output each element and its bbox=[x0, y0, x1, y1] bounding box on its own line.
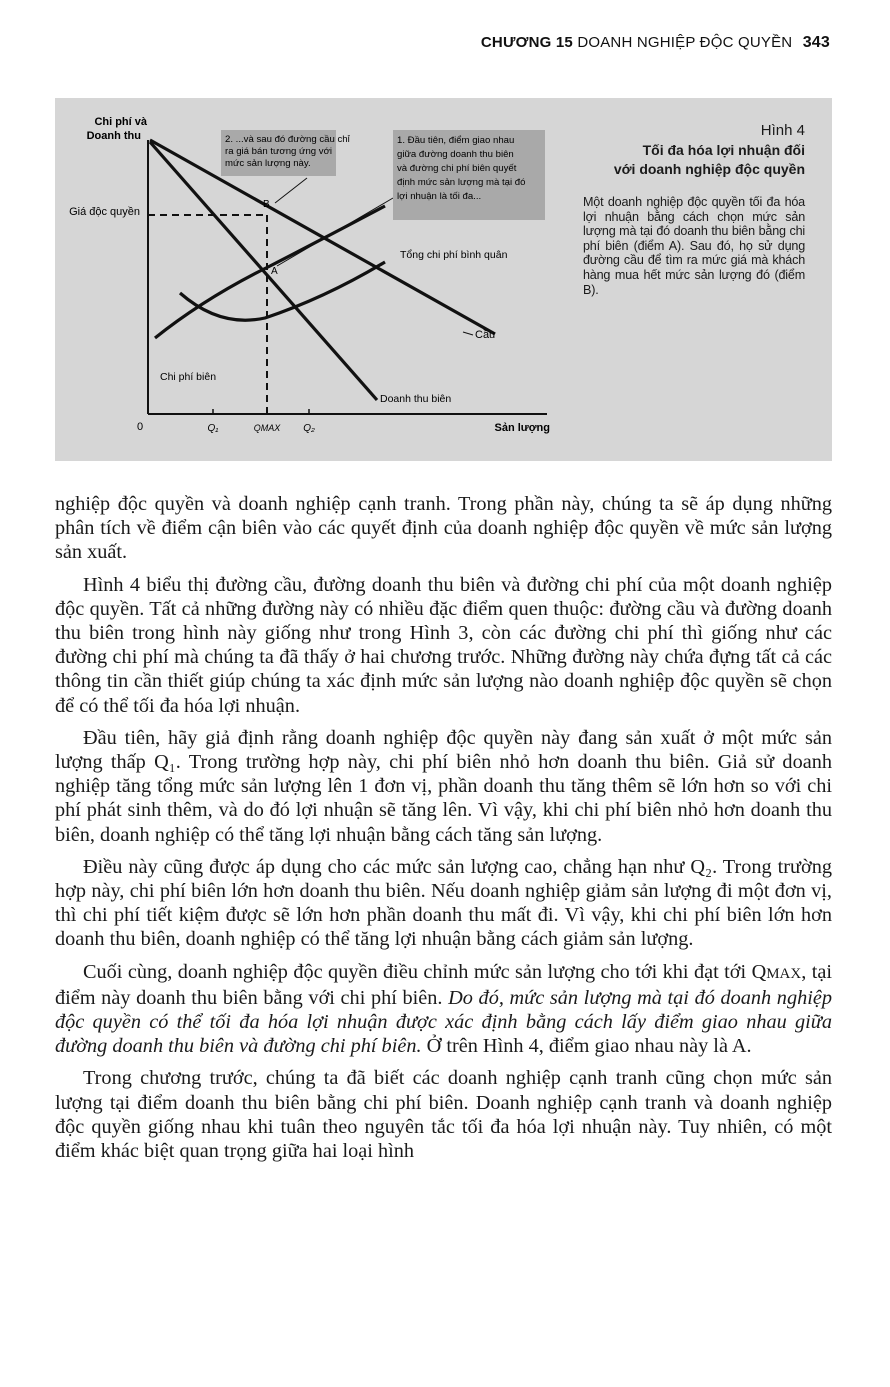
price-label: Giá độc quyền bbox=[69, 206, 140, 218]
paragraph-5 bbox=[55, 960, 832, 1059]
figure-caption: Một doanh nghiệp độc quyền tối đa hóa lợi nhuận bằng cách chọn mức sản lượng mà tại đó doanh thu biên bằng chi phí biên (điểm A). Sau đó, họ sử dụng đường cầu để tìm ra mức giá mà khách hàng mua hết mức sản lượng đó (điểm B). bbox=[583, 195, 805, 297]
mr-label: Doanh thu biên bbox=[380, 393, 452, 405]
paragraph-4: Điều này cũng được áp dụng cho các mức sản lượng cao, chẳng hạn như Q₂. Trong trường hợp này, chi phí biên lớn hơn doanh thu biên. Nếu doanh nghiệp giảm sản lượng đi một đơn vị, thì chi phí tiết kiệm được sẽ lớn hơn phần doanh thu mất đi. Vì vậy, khi chi phí biên lớn hơn doanh thu biên, doanh nghiệp có thể tăng lợi nhuận bằng cách giảm sản lượng. bbox=[55, 855, 832, 951]
paragraph-5-subscript: MAX bbox=[766, 965, 802, 982]
figure-4 bbox=[55, 98, 832, 461]
callout-1-line2: giữa đường doanh thu biên bbox=[397, 149, 514, 160]
callout-2-line1: 2. ...và sau đó đường cầu chỉ bbox=[225, 134, 350, 145]
figure-number: Hình 4 bbox=[760, 122, 805, 139]
paragraph-5-after: Ở trên Hình 4, điểm giao nhau này là A. bbox=[421, 1035, 752, 1058]
y-axis-label-line2: Doanh thu bbox=[86, 130, 141, 142]
callout-1-line3: và đường chi phí biên quyết bbox=[397, 163, 517, 174]
callout-2-line2: ra giá bán tương ứng với bbox=[225, 146, 333, 157]
x-axis-label: Sản lượng bbox=[494, 422, 550, 434]
paragraph-2: Hình 4 biểu thị đường cầu, đường doanh thu biên và đường chi phí của một doanh nghiệp độc quyền. Tất cả những đường này có nhiều đặc điểm quen thuộc: đường cầu và đường doanh thu biên trong hình này giống như trong Hình 3, còn các đường chi phí thì giống như các đường chi phí mà chúng ta đã thấy ở hai chương trước. Những đường này chứa đựng tất cả các thông tin cần thiết giúp chúng ta xác định mức sản lượng nào doanh nghiệp độc quyền sẽ chọn để có thể tối đa hóa lợi nhuận. bbox=[55, 573, 832, 717]
page-number: 343 bbox=[802, 34, 830, 51]
callout-1-pointer bbox=[277, 198, 393, 266]
demand-label-pointer bbox=[463, 332, 473, 335]
callout-1-line4: định mức sản lượng mà tại đó bbox=[397, 177, 526, 188]
atc-label: Tổng chi phí bình quân bbox=[400, 249, 508, 261]
chapter-label: CHƯƠNG 15 bbox=[480, 34, 573, 51]
y-axis-label-line1: Chi phí và bbox=[94, 116, 147, 128]
point-label-b: B bbox=[263, 199, 270, 210]
marginal-cost-curve bbox=[155, 206, 385, 338]
running-header bbox=[481, 34, 830, 52]
callout-2-line3: mức sản lượng này. bbox=[225, 158, 311, 169]
tick-label-q1: Q₁ bbox=[207, 423, 219, 434]
chapter-title: DOANH NGHIỆP ĐỘC QUYỀN bbox=[577, 34, 793, 51]
paragraph-5-italic: Do đó, mức sản lượng mà tại đó doanh nghiệp độc quyền có thể tối đa hóa lợi nhuận được xác định bằng cách lấy điểm giao nhau giữa đường doanh thu biên và đường chi phí biên. bbox=[55, 986, 833, 1058]
mc-label: Chi phí biên bbox=[160, 371, 217, 383]
paragraph-1: nghiệp độc quyền và doanh nghiệp cạnh tranh. Trong phần này, chúng ta sẽ áp dụng những phân tích về điểm cận biên vào các quyết định của doanh nghiệp độc quyền về mức sản lượng sản xuất. bbox=[55, 493, 832, 564]
paragraph-3: Đầu tiên, hãy giả định rằng doanh nghiệp độc quyền này đang sản xuất ở một mức sản lượng thấp Q₁. Trong trường hợp này, chi phí biên nhỏ hơn doanh thu biên. Giả sử doanh nghiệp tăng tổng mức sản lượng lên 1 đơn vị, phần doanh thu tăng thêm sẽ lớn hơn so với chi phí phát sinh thêm, và do đó lợi nhuận sẽ tăng lên. Vì vậy, khi chi phí biên nhỏ hơn doanh thu biên, doanh nghiệp có thể tăng lợi nhuận bằng cách tăng sản lượng. bbox=[55, 726, 832, 846]
origin-label: 0 bbox=[137, 421, 144, 433]
paragraph-5-before: Cuối cùng, doanh nghiệp độc quyền điều chỉnh mức sản lượng cho tới khi đạt tới Q bbox=[83, 960, 767, 983]
figure-title-line1: Tối đa hóa lợi nhuận đối bbox=[642, 142, 805, 158]
monopoly-diagram bbox=[55, 98, 575, 461]
paragraph-6: Trong chương trước, chúng ta đã biết các doanh nghiệp cạnh tranh cũng chọn mức sản lượng tại điểm doanh thu biên bằng chi phí biên. Doanh nghiệp cạnh tranh và doanh nghiệp độc quyền giống nhau khi tuân theo nguyên tắc tối đa hóa lợi nhuận này. Tuy nhiên, có một điểm khác biệt quan trọng giữa hai loại hình bbox=[55, 1067, 832, 1163]
point-label-a: A bbox=[271, 266, 278, 277]
callout-1-line1: 1. Đầu tiên, điểm giao nhau bbox=[397, 135, 515, 146]
paragraph-5-middle: , tại điểm này doanh thu biên bằng với chi phí biên. bbox=[55, 960, 832, 1009]
callout-2-pointer bbox=[275, 178, 307, 203]
demand-label: Cầu bbox=[475, 329, 496, 341]
body-text bbox=[55, 492, 832, 1171]
callout-1-line5: lợi nhuận là tối đa... bbox=[397, 191, 482, 202]
figure-title-line2: với doanh nghiệp độc quyền bbox=[613, 161, 805, 177]
figure-sidebar bbox=[583, 122, 805, 297]
tick-label-qmax: QMAX bbox=[253, 423, 281, 433]
tick-label-q2: Q₂ bbox=[303, 423, 315, 434]
